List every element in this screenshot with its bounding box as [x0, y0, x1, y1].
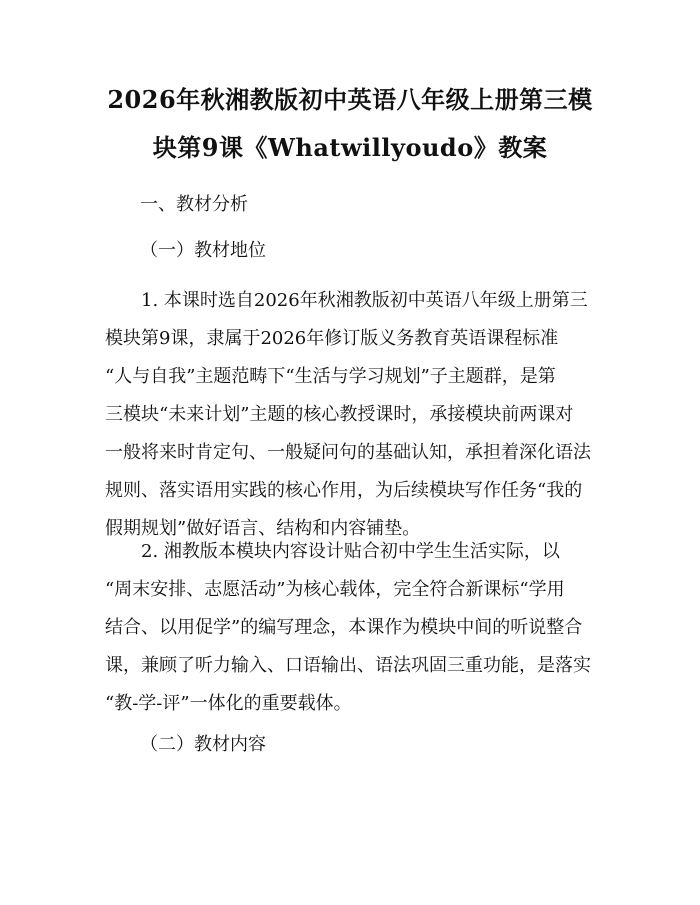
paragraph-line: 2. 湘教版本模块内容设计贴合初中学生生活实际，以 — [141, 541, 560, 562]
paragraph-textbook-position-2 — [105, 533, 605, 723]
subsection-heading-textbook-content: （二）教材内容 — [140, 734, 266, 755]
paragraph-line: 一般将来时肯定句、一般疑问句的基础认知，承担着深化语法 — [105, 442, 591, 463]
paragraph-line: 假期规划”做好语言、结构和内容铺垫。 — [105, 518, 421, 539]
paragraph-line: 课，兼顾了听力输入、口语输出、语法巩固三重功能，是落实 — [105, 655, 591, 676]
paragraph-line: 1. 本课时选自2026年秋湘教版初中英语八年级上册第三 — [141, 290, 588, 311]
paragraph-line: 模块第9课，隶属于2026年修订版义务教育英语课程标准 — [105, 328, 559, 349]
paragraph-textbook-position-1 — [105, 282, 605, 548]
document-title-line-1: 2026年秋湘教版初中英语八年级上册第三模 — [107, 85, 593, 114]
paragraph-line: “周末安排、志愿活动”为核心载体，完全符合新课标“学用 — [105, 579, 565, 600]
paragraph-line: 三模块“未来计划”主题的核心教授课时，承接模块前两课对 — [105, 404, 574, 425]
paragraph-line: “人与自我”主题范畴下“生活与学习规划”子主题群，是第 — [105, 366, 556, 387]
subsection-heading-textbook-position: （一）教材地位 — [140, 240, 266, 261]
document-title-line-2: 块第9课《Whatwillyoudo》教案 — [152, 133, 548, 162]
paragraph-line: 规则、落实语用实践的核心作用，为后续模块写作任务“我的 — [105, 480, 583, 501]
section-heading-textbook-analysis: 一、教材分析 — [140, 194, 248, 215]
paragraph-line: “教-学-评”一体化的重要载体。 — [105, 693, 352, 714]
paragraph-line: 结合、以用促学”的编写理念，本课作为模块中间的听说整合 — [105, 617, 583, 638]
